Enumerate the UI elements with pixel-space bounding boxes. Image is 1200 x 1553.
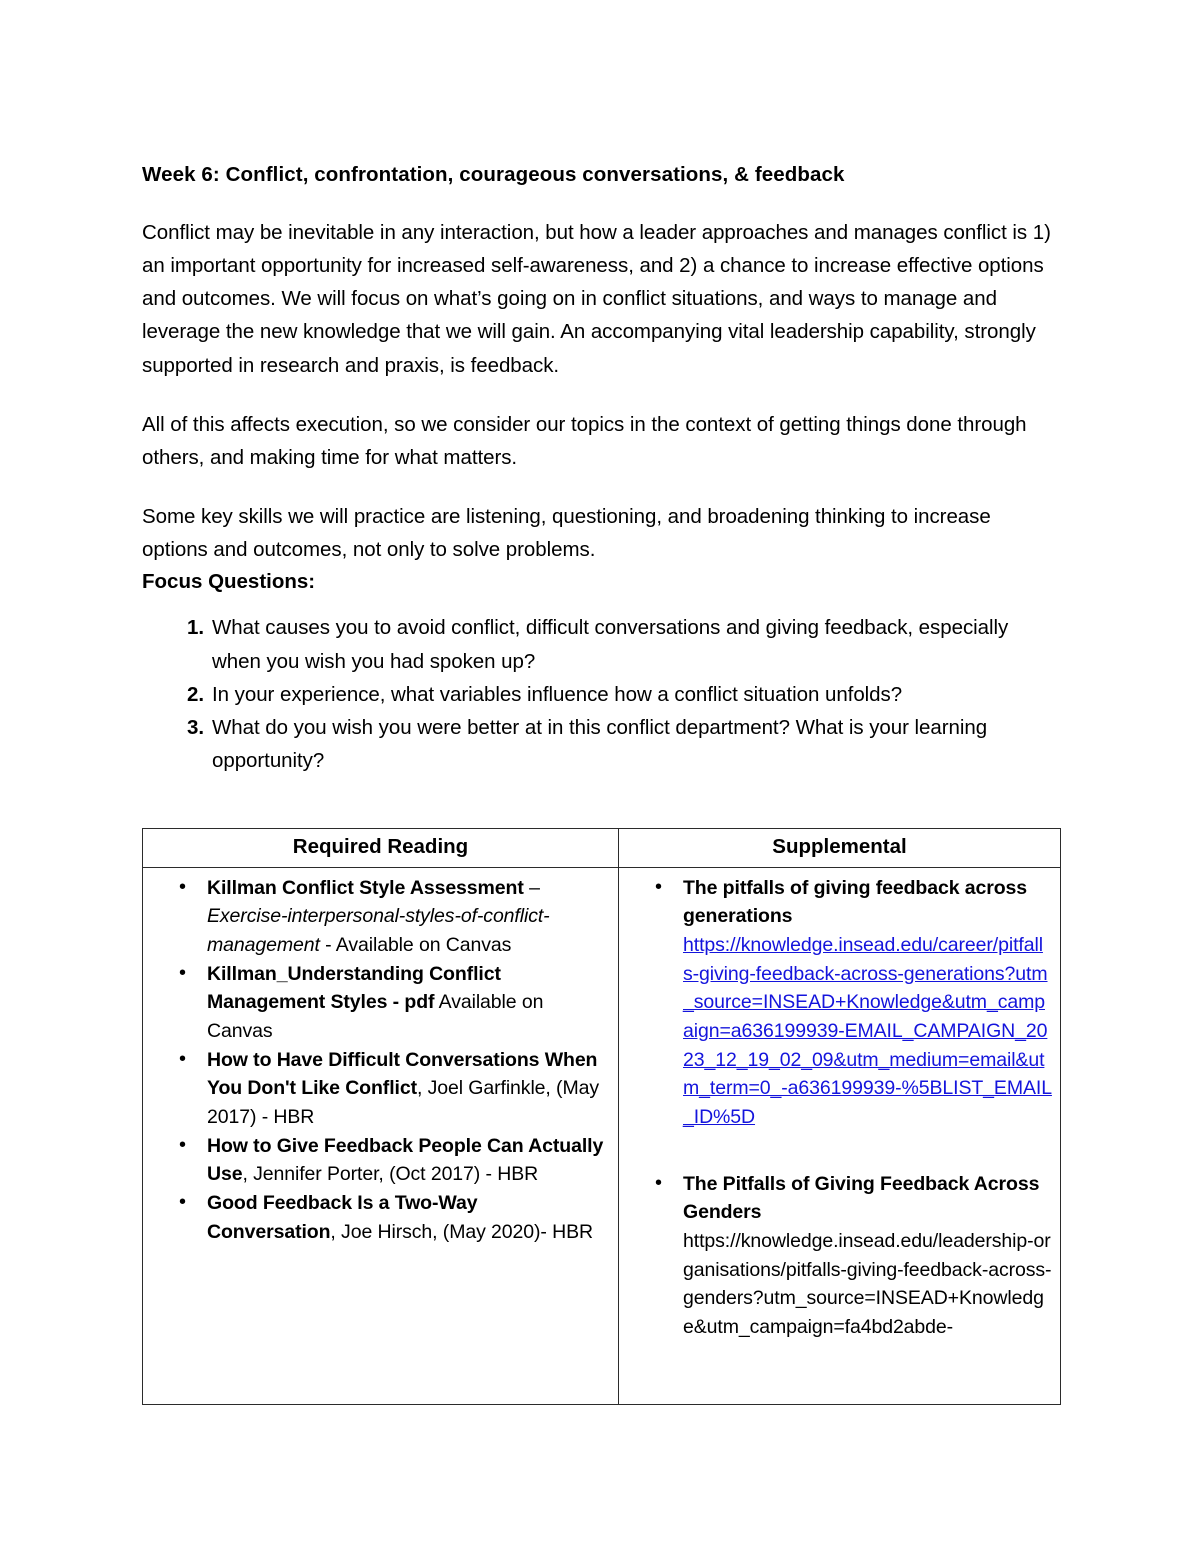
reading-title: How to Have Difficult Conversations When You Don't Like Conflict — [207, 1048, 598, 1100]
reading-note: Available on Canvas — [207, 991, 544, 1042]
focus-question-item: In your experience, what variables influence how a conflict situation unfolds? — [212, 682, 903, 706]
supplemental-link-generations[interactable]: https://knowledge.insead.edu/career/pitfalls-giving-feedback-across-generations?utm_source=INSEAD+Knowledge&utm_campaign=a636199939-EMAIL_CAMPAIGN_2023_12_19_02_09&utm_medium=email&utm_term=0_-a636199939-%5BLIST_EMAIL_ID%5D — [683, 933, 1052, 1128]
paragraph-execution: All of this affects execution, so we consider our topics in the context of getting things done through others, and making time for what matters. — [142, 412, 1027, 469]
paragraph-skills: Some key skills we will practice are listening, questioning, and broadening thinking to increase options and outcomes, not only to solve problems. — [142, 505, 991, 562]
page-title: Week 6: Conflict, confrontation, courageous conversations, & feedback — [142, 163, 845, 186]
reading-filename: Exercise-interpersonal-styles-of-conflict-management — [207, 905, 550, 956]
reading-title: How to Give Feedback People Can Actually Use — [207, 1134, 604, 1186]
list-item — [683, 1170, 1052, 1342]
list-item — [207, 1046, 610, 1132]
list-item — [207, 1132, 610, 1189]
readings-table — [142, 828, 1061, 1405]
reading-title: Killman_Understanding Conflict Management Styles - pdf — [207, 962, 501, 1014]
reading-title: Killman Conflict Style Assessment — [207, 876, 524, 899]
focus-question-item: What do you wish you were better at in this conflict department? What is your learning opportunity? — [212, 715, 988, 773]
document-body — [142, 160, 1058, 777]
reading-title: Good Feedback Is a Two-Way Conversation — [207, 1191, 478, 1243]
list-item — [207, 1189, 610, 1246]
supplemental-url-genders: https://knowledge.insead.edu/leadership-organisations/pitfalls-giving-feedback-across-genders?utm_source=INSEAD+Knowledge&utm_campaign=fa4bd2abde- — [683, 1229, 1052, 1338]
reading-note: - Available on Canvas — [319, 933, 512, 956]
focus-question-item: What causes you to avoid conflict, difficult conversations and giving feedback, especially when you wish you had spoken up? — [212, 616, 1009, 673]
table-row — [143, 867, 1061, 1404]
supplemental-list — [627, 874, 1052, 1342]
focus-questions-list — [142, 611, 1058, 777]
reading-note: , Joel Garfinkle, (May 2017) - HBR — [207, 1077, 599, 1128]
reading-dash: – — [523, 876, 540, 899]
column-header-supplemental: Supplemental — [619, 829, 1061, 868]
supplemental-title: The Pitfalls of Giving Feedback Across Genders — [683, 1172, 1040, 1224]
cell-required-reading — [143, 867, 619, 1404]
list-item — [207, 960, 610, 1046]
required-reading-list — [151, 874, 610, 1247]
reading-note: , Jennifer Porter, (Oct 2017) - HBR — [242, 1163, 539, 1186]
column-header-required-reading: Required Reading — [143, 829, 619, 868]
table-header-row — [143, 829, 1061, 868]
list-item — [683, 874, 1052, 1132]
cell-supplemental — [619, 867, 1061, 1404]
paragraph-intro: Conflict may be inevitable in any interaction, but how a leader approaches and manages conflict is 1) an important opportunity for increased self-awareness, and 2) a chance to increase effective options and outcomes. We will focus on what’s going on in conflict situations, and ways to manage and leverage the new knowledge that we will gain. An accompanying vital leadership capability, strongly supported in research and praxis, is feedback. — [142, 220, 1051, 377]
reading-note: , Joe Hirsch, (May 2020)- HBR — [330, 1220, 594, 1243]
list-item — [207, 874, 610, 960]
focus-questions-heading: Focus Questions: — [142, 569, 316, 593]
supplemental-title: The pitfalls of giving feedback across generations — [683, 876, 1028, 928]
